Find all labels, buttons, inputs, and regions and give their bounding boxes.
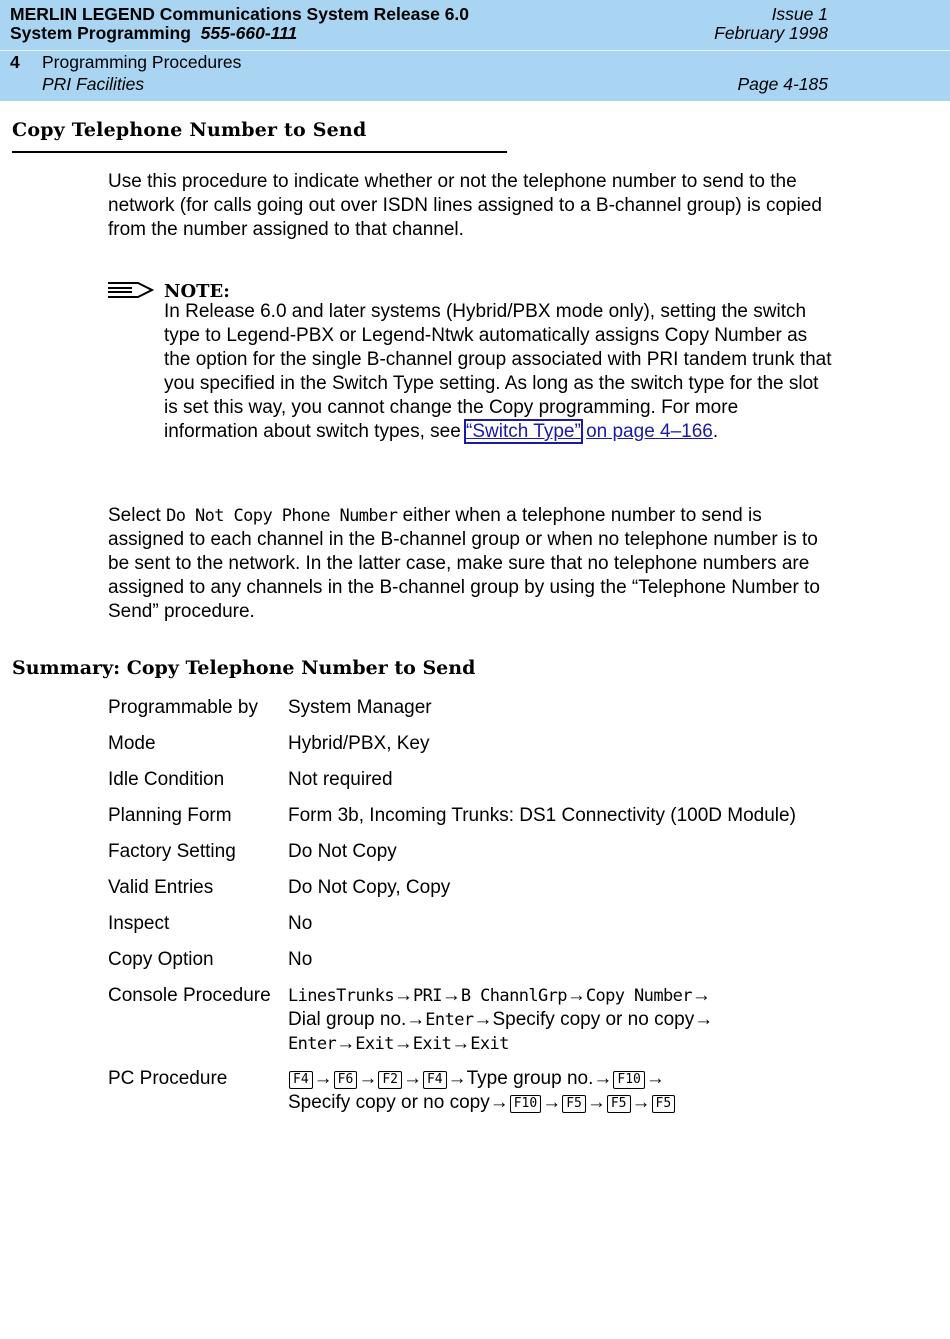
pc-line-2 [288,1091,676,1115]
header-subtitle [10,23,297,43]
switch-type-link[interactable]: “Switch Type” [466,421,581,442]
note-text [164,300,834,444]
page-number: Page 4-185 [737,74,828,94]
arrow-icon: → [451,1033,471,1054]
console-line-3 [288,1032,713,1056]
arrow-icon: → [336,1033,356,1054]
header-date: February 1998 [714,23,828,43]
console-text: Specify copy or no copy [492,1009,695,1030]
summary-label: Factory Setting [108,841,236,862]
header-divider [0,50,950,51]
summary-row [108,768,393,792]
summary-row [108,948,313,972]
pc-procedure-steps [288,1067,676,1115]
console-step: Exit [470,1034,509,1054]
switch-type-page-link[interactable]: on page 4–166 [586,421,713,442]
note-end: . [712,421,719,442]
function-key: F5 [607,1095,631,1113]
function-key: F5 [562,1095,586,1113]
arrow-icon: → [473,1009,493,1030]
summary-label: Idle Condition [108,769,225,790]
function-key: F10 [510,1095,541,1113]
summary-row [108,840,397,864]
summary-row [108,804,796,828]
chapter-title: Programming Procedures [42,52,242,72]
summary-value: Do Not Copy, Copy [288,877,451,898]
summary-label: Inspect [108,913,170,934]
arrow-icon: → [691,985,711,1006]
pc-line-1 [288,1067,676,1091]
console-step: Exit [412,1034,452,1054]
note-label: NOTE: [164,281,230,302]
console-text: Dial group no. [288,1009,407,1030]
summary-label: Planning Form [108,805,232,826]
note-icon [108,281,154,299]
arrow-icon: → [441,985,461,1006]
arrow-icon: → [489,1092,509,1113]
summary-row [108,696,432,720]
console-step: Copy Number [585,986,692,1006]
summary-value: Do Not Copy [288,841,397,862]
note-body: In Release 6.0 and later systems (Hybrid/PBX mode only), setting the switch type to Legend-PBX or Legend-Ntwk automatically assigns Copy Number as the option for the single B-channel group associated with PRI tandem trunk that you specified in the Switch Type setting. As long as the switch type for the slot is set this way, you cannot change the Copy programming. For more information about switch types, see [164,301,832,442]
arrow-icon: → [542,1092,562,1113]
console-step: PRI [412,986,442,1006]
arrow-icon: → [358,1068,378,1089]
summary-label: Mode [108,733,156,754]
select-before: Select [108,505,167,526]
arrow-icon: → [694,1009,714,1030]
page-title: Copy Telephone Number to Send [12,119,367,141]
summary-value: System Manager [288,697,432,718]
console-step: Enter [425,1010,474,1030]
summary-value: No [288,913,313,934]
function-key: F5 [652,1095,676,1113]
pc-procedure-label: PC Procedure [108,1068,228,1089]
header-title: MERLIN LEGEND Communications System Release 6.0 [10,4,470,24]
arrow-icon: → [593,1068,613,1089]
arrow-icon: → [313,1068,333,1089]
select-after: either when a telephone number to send is assigned to each channel in the B-channel group or when no telephone number is to be sent to the network. In the latter case, make sure that no telephone numbers are assigned to any channels in the B-channel group by using the “Telephone Number to Send” procedure. [108,505,820,622]
header-subtitle-label: System Programming [10,23,191,43]
console-line-1 [288,984,713,1008]
arrow-icon: → [631,1092,651,1113]
arrow-icon: → [406,1009,426,1030]
pc-text: Specify copy or no copy [288,1092,490,1113]
summary-label: Programmable by [108,697,258,718]
header-issue: Issue 1 [771,4,828,24]
console-procedure-label: Console Procedure [108,985,271,1006]
console-procedure-row [108,984,714,1054]
summary-heading: Summary: Copy Telephone Number to Send [12,657,476,679]
arrow-icon: → [645,1068,665,1089]
console-step: B ChannlGrp [460,986,567,1006]
function-key: F6 [334,1071,358,1089]
header-doc-number: 555-660-111 [200,23,298,43]
summary-label: Valid Entries [108,877,214,898]
arrow-icon: → [393,1033,413,1054]
summary-value: Hybrid/PBX, Key [288,733,430,754]
summary-row [108,912,313,936]
console-line-2 [288,1008,713,1032]
arrow-icon: → [566,985,586,1006]
option-do-not-copy: Do Not Copy Phone Number [166,506,398,526]
function-key: F10 [613,1071,644,1089]
arrow-icon: → [586,1092,606,1113]
intro-paragraph: Use this procedure to indicate whether or not the telephone number to send to the network (for calls going out over ISDN lines assigned to a B-channel group) is copied from the number assigned to that channel. [108,171,822,240]
arrow-icon: → [402,1068,422,1089]
summary-label: Copy Option [108,949,214,970]
function-key: F4 [423,1071,447,1089]
console-step: LinesTrunks [288,986,394,1006]
console-procedure-steps [288,984,713,1056]
pc-procedure-row [108,1067,672,1113]
console-step: Exit [355,1034,394,1054]
title-underline [12,151,507,153]
summary-row [108,876,451,900]
summary-value: No [288,949,313,970]
console-step: Enter [288,1034,337,1054]
summary-value: Not required [288,769,393,790]
arrow-icon: → [447,1068,467,1089]
function-key: F2 [378,1071,402,1089]
select-paragraph [108,504,838,624]
arrow-icon: → [393,985,413,1006]
function-key: F4 [289,1071,313,1089]
pc-text: Type group no. [466,1068,594,1089]
section-name: PRI Facilities [42,74,145,94]
page-header [0,0,950,101]
summary-row [108,732,430,756]
summary-value: Form 3b, Incoming Trunks: DS1 Connectivity (100D Module) [288,805,796,826]
chapter-number: 4 [10,52,20,72]
